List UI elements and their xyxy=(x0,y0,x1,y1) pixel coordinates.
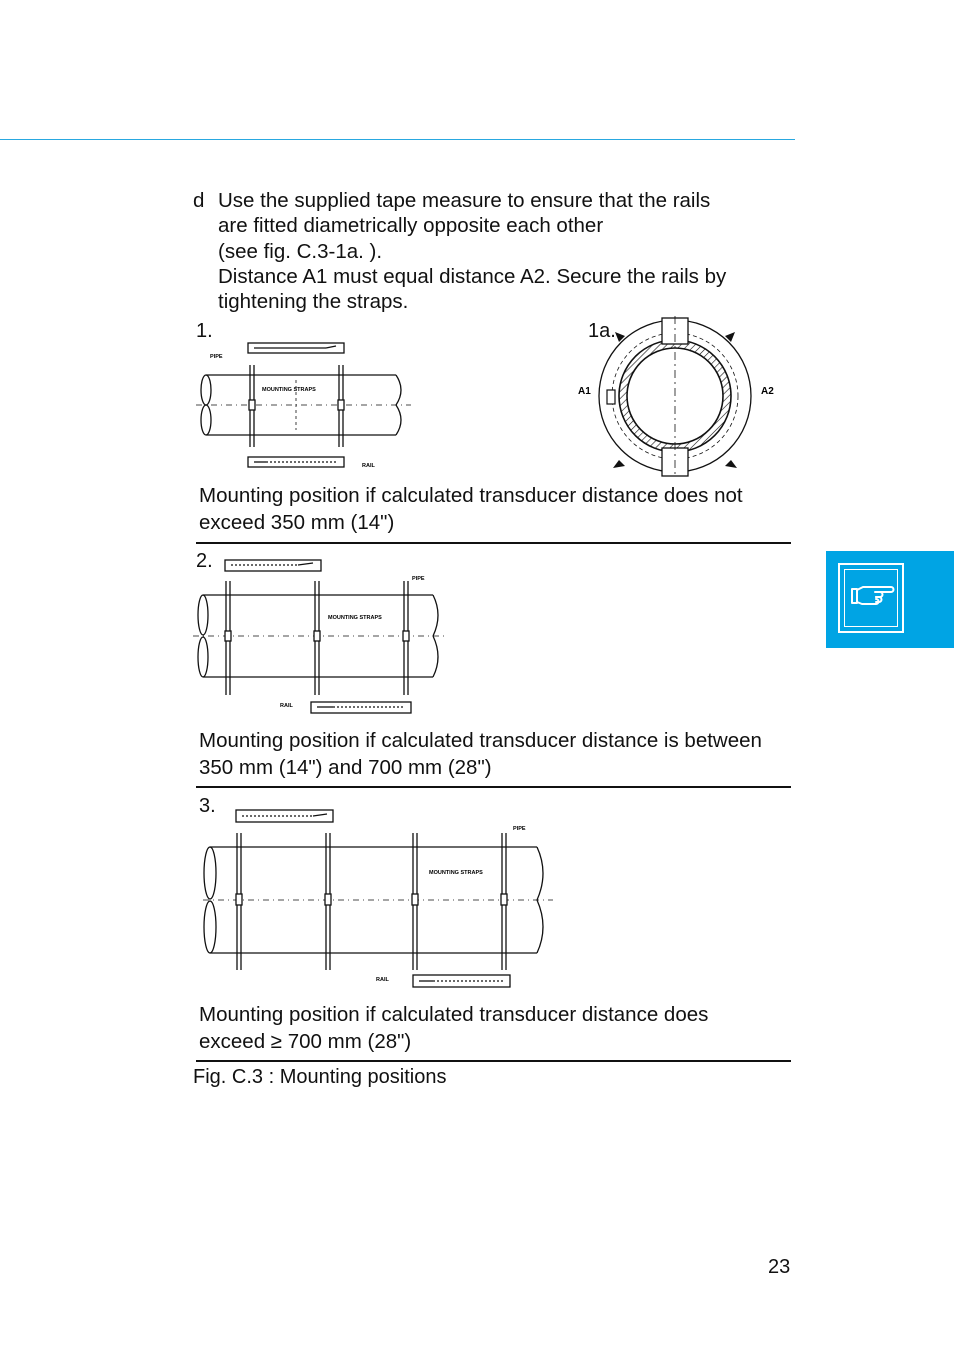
step-d-instructions xyxy=(193,188,783,314)
figure-3-pipe-diagram xyxy=(193,805,563,990)
step-line: are fitted diametrically opposite each other xyxy=(218,214,604,238)
rail-label: RAIL xyxy=(362,463,375,469)
a2-label: A2 xyxy=(761,386,774,397)
figure-3-caption: Mounting position if calculated transducer distance does exceed ≥ 700 mm (28") xyxy=(199,1003,709,1053)
figure-1-caption: Mounting position if calculated transducer distance does not exceed 350 mm (14") xyxy=(199,484,743,534)
figure-2-pipe-diagram xyxy=(193,555,455,717)
rail-label: RAIL xyxy=(280,703,293,709)
figure-1-pipe-diagram xyxy=(196,335,416,475)
step-line: (see fig. C.3-1a. ). xyxy=(218,239,383,263)
pipe-label: PIPE xyxy=(412,576,425,582)
side-tab-frame xyxy=(838,563,904,633)
mounting-straps-label: MOUNTING STRAPS xyxy=(429,870,483,876)
pipe-label: PIPE xyxy=(513,826,526,832)
divider xyxy=(196,542,791,544)
divider xyxy=(196,786,791,788)
figure-2-number: 2. xyxy=(196,550,213,572)
figure-2-caption: Mounting position if calculated transducer distance is between 350 mm (14") and 700 mm (28") xyxy=(199,729,762,779)
step-text xyxy=(218,188,783,314)
pipe-label: PIPE xyxy=(210,354,223,360)
step-line: tightening the straps. xyxy=(218,290,409,314)
side-tab xyxy=(826,551,954,648)
step-letter: d xyxy=(193,189,205,212)
rail-label: RAIL xyxy=(376,977,389,983)
mounting-straps-label: MOUNTING STRAPS xyxy=(328,615,382,621)
figure-1-number: 1. xyxy=(196,320,213,342)
page-number: 23 xyxy=(768,1256,791,1278)
divider xyxy=(196,1060,791,1062)
a1-label: A1 xyxy=(578,386,591,397)
pointing-hand-icon xyxy=(840,565,902,631)
figure-1a-cross-section xyxy=(575,316,785,484)
mounting-straps-label: MOUNTING STRAPS xyxy=(262,387,316,393)
figure-3-number: 3. xyxy=(199,795,216,817)
figure-caption: Fig. C.3 : Mounting positions xyxy=(193,1066,447,1088)
step-line: Use the supplied tape measure to ensure that the rails xyxy=(218,189,711,212)
header-rule xyxy=(0,139,795,140)
step-line: Distance A1 must equal distance A2. Secure the rails by xyxy=(218,264,727,288)
figure-1a-number: 1a. xyxy=(588,320,616,342)
